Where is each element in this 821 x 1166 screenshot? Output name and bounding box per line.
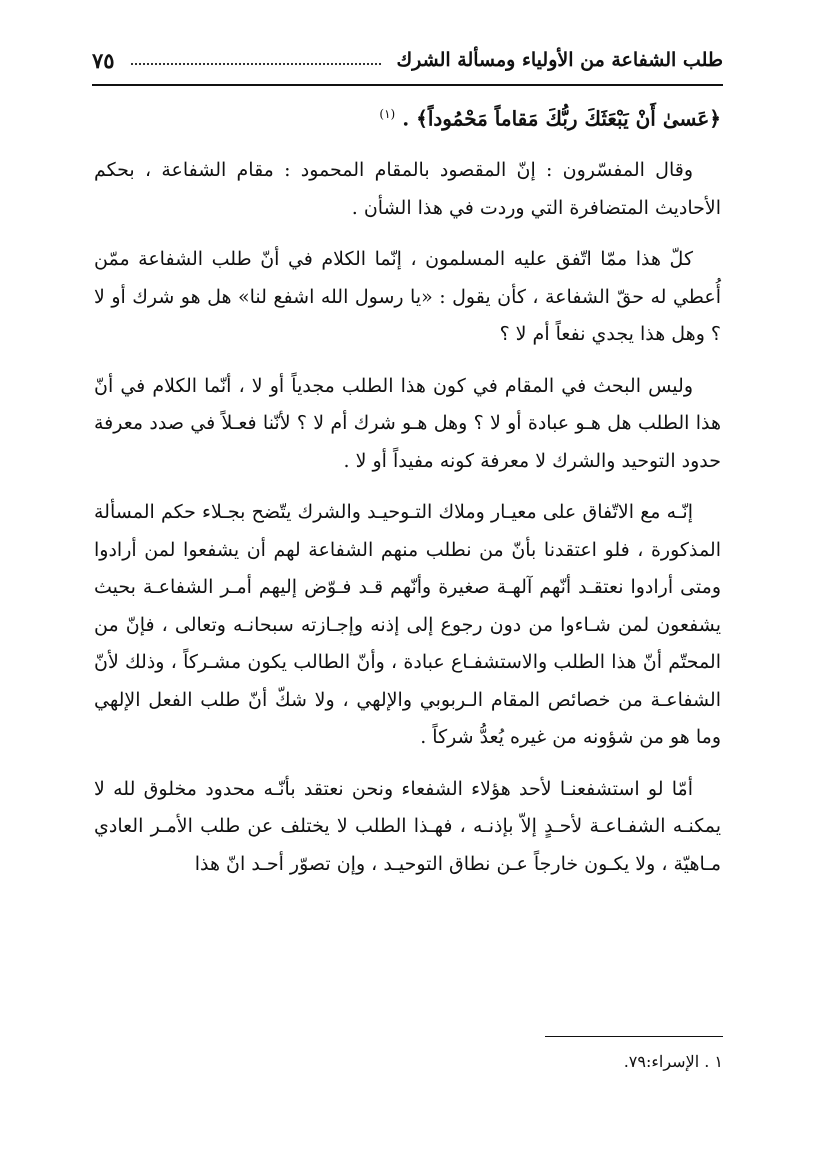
page-header <box>92 40 723 80</box>
paragraph-4: إنّـه مع الاتّفاق على معيـار وملاك التـوحيـد والشرك يتّضح بجـلاء حكم المسألة المذكورة ، فلو اعتقدنا بأنّ من نطلب منهم الشفاعة لهم أن يشفعوا لمن أرادوا ومتى أرادوا نعتقـد أنّهم آلهـة صغيرة وأنّهم قـد فـوّض إليهم أمـر الشفاعـة بحيث يشفعون لمن شـاءوا من دون رجوع إلى إذنه وإجـازته سبحانـه وتعالى ، فإنّ من المحتّم أنّ هذا الطلب والاستشفـاع عبادة ، وأنّ الطالب يكون مشـركاً ، وذلك لأنّ الشفاعـة من خصائص المقام الـربوبي والإلهي ، ولا شكّ أنّ طلب الفعل الإلهي وما هو من شؤونه من غيره يُعدُّ شركاً . <box>94 501 721 749</box>
verse-text: ﴿عَسىٰ أَنْ يَبْعَثَكَ ربُّكَ مَقاماً مَحْمُوداً﴾ . <box>402 106 721 131</box>
paragraph-5: أمّا لو استشفعنـا لأحد هؤلاء الشفعاء ونحن نعتقد بأنّـه محدود مخلوق لله لا يمكنـه الشفـاعـة لأحـدٍ إلاّ بإذنـه ، فهـذا الطلب لا يختلف عن طلب الأمـر العادي مـاهيّة ، ولا يكـون خارجاً عـن نطاق التوحيـد ، وإن تصوّر أحـد انّ هذا <box>94 777 721 875</box>
page-number: ٧٥ <box>92 47 115 73</box>
header-dot-leader <box>131 63 381 65</box>
footnote-marker: (١) <box>379 107 396 121</box>
quran-verse <box>94 96 721 138</box>
paragraph-2: كلّ هذا ممّا اتّفق عليه المسلمون ، إنّما الكلام في أنّ طلب الشفاعة ممّن أُعطي له حقّ الشفاعة ، كأن يقول : «يا رسول الله اشفع لنا» هل هو شرك أو لا ؟ وهل هذا يجدي نفعاً أم لا ؟ <box>94 248 721 346</box>
header-rule <box>92 84 723 86</box>
footnote: ١ . الإسراء:٧٩. <box>623 1052 723 1071</box>
page-body <box>94 96 721 897</box>
paragraph-3: وليس البحث في المقام في كون هذا الطلب مجدياً أو لا ، أنّما الكلام في أنّ هذا الطلب هل هـو عبادة أو لا ؟ وهل هـو شرك أم لا ؟ لأنّنا فعـلاً في صدد معرفة حدود التوحيد والشرك لا معرفة كونه مفيداً أو لا . <box>94 374 721 472</box>
paragraph-1: وقال المفسّرون : إنّ المقصود بالمقام المحمود : مقام الشفاعة ، بحكم الأحاديث المتضافرة التي وردت في هذا الشأن . <box>94 159 721 219</box>
footnote-rule <box>545 1036 723 1037</box>
running-title: طلب الشفاعة من الأولياء ومسألة الشرك <box>396 49 723 71</box>
